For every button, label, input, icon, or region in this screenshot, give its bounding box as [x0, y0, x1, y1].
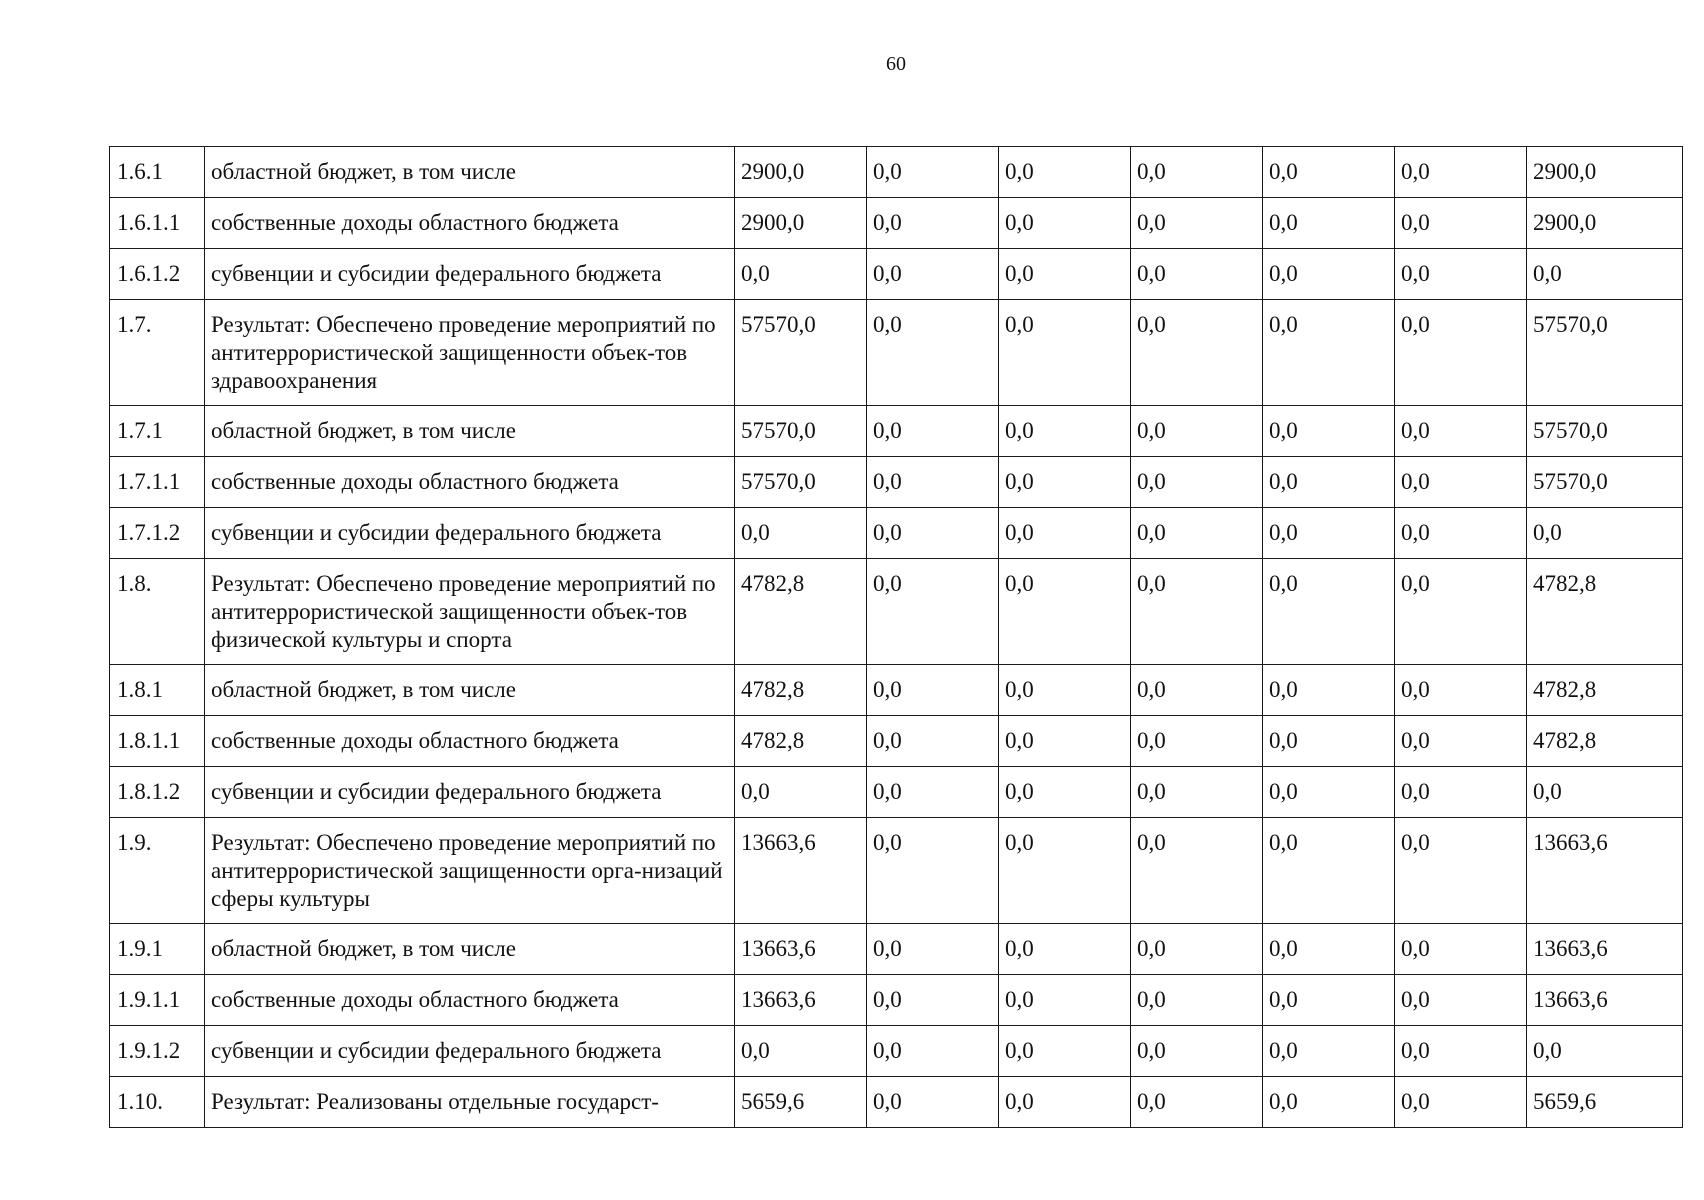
row-value: 0,0	[1131, 975, 1263, 1026]
row-code: 1.9.1.1	[110, 975, 205, 1026]
row-value: 0,0	[999, 300, 1131, 406]
row-value: 0,0	[1263, 559, 1395, 665]
row-total-value: 13663,6	[1527, 975, 1683, 1026]
row-value: 0,0	[1263, 1026, 1395, 1077]
budget-table	[109, 146, 1683, 1128]
row-code: 1.9.1	[110, 924, 205, 975]
table-row	[110, 198, 1683, 249]
row-value: 57570,0	[735, 457, 867, 508]
row-value: 0,0	[867, 818, 999, 924]
row-value: 13663,6	[735, 818, 867, 924]
table-row	[110, 559, 1683, 665]
row-value: 0,0	[1263, 924, 1395, 975]
row-value: 0,0	[867, 300, 999, 406]
row-value: 0,0	[1395, 198, 1527, 249]
table-row	[110, 249, 1683, 300]
row-description: собственные доходы областного бюджета	[205, 975, 735, 1026]
row-value: 0,0	[999, 665, 1131, 716]
row-value: 0,0	[867, 249, 999, 300]
row-value: 13663,6	[735, 924, 867, 975]
table-row	[110, 975, 1683, 1026]
row-code: 1.7.1	[110, 406, 205, 457]
row-value: 0,0	[999, 818, 1131, 924]
row-value: 4782,8	[735, 716, 867, 767]
row-value: 13663,6	[735, 975, 867, 1026]
row-description: областной бюджет, в том числе	[205, 924, 735, 975]
row-value: 2900,0	[735, 147, 867, 198]
table-row	[110, 818, 1683, 924]
row-value: 0,0	[999, 716, 1131, 767]
row-value: 0,0	[867, 716, 999, 767]
row-value: 0,0	[867, 1026, 999, 1077]
row-code: 1.9.	[110, 818, 205, 924]
row-value: 0,0	[1263, 406, 1395, 457]
row-value: 4782,8	[735, 559, 867, 665]
row-total-value: 13663,6	[1527, 924, 1683, 975]
row-code: 1.7.	[110, 300, 205, 406]
table-row	[110, 924, 1683, 975]
row-total-value: 57570,0	[1527, 457, 1683, 508]
row-value: 0,0	[1263, 975, 1395, 1026]
row-value: 0,0	[735, 508, 867, 559]
row-value: 0,0	[1263, 1077, 1395, 1128]
row-total-value: 0,0	[1527, 767, 1683, 818]
row-code: 1.9.1.2	[110, 1026, 205, 1077]
row-value: 0,0	[999, 924, 1131, 975]
row-value: 0,0	[867, 1077, 999, 1128]
row-value: 0,0	[1395, 767, 1527, 818]
row-value: 0,0	[867, 198, 999, 249]
row-value: 0,0	[867, 147, 999, 198]
row-value: 0,0	[867, 665, 999, 716]
row-value: 0,0	[1395, 716, 1527, 767]
row-code: 1.8.1.1	[110, 716, 205, 767]
row-description: собственные доходы областного бюджета	[205, 457, 735, 508]
row-value: 0,0	[999, 767, 1131, 818]
row-description: субвенции и субсидии федерального бюджета	[205, 249, 735, 300]
row-value: 0,0	[1263, 716, 1395, 767]
table-row	[110, 508, 1683, 559]
row-description: Результат: Обеспечено проведение мероприятий по антитеррористической защищенности орга-низаций сферы культуры	[205, 818, 735, 924]
row-description: собственные доходы областного бюджета	[205, 198, 735, 249]
row-value: 0,0	[999, 198, 1131, 249]
table-row	[110, 767, 1683, 818]
row-code: 1.10.	[110, 1077, 205, 1128]
row-code: 1.7.1.2	[110, 508, 205, 559]
row-value: 0,0	[735, 249, 867, 300]
row-value: 0,0	[1395, 406, 1527, 457]
row-value: 0,0	[867, 975, 999, 1026]
row-value: 0,0	[1131, 1077, 1263, 1128]
row-value: 0,0	[1263, 249, 1395, 300]
row-code: 1.8.1.2	[110, 767, 205, 818]
row-value: 0,0	[1395, 1026, 1527, 1077]
row-value: 0,0	[1131, 1026, 1263, 1077]
row-value: 0,0	[1131, 406, 1263, 457]
row-value: 0,0	[735, 1026, 867, 1077]
row-value: 0,0	[999, 457, 1131, 508]
row-value: 0,0	[1263, 300, 1395, 406]
row-value: 0,0	[1131, 508, 1263, 559]
row-code: 1.6.1	[110, 147, 205, 198]
row-value: 2900,0	[735, 198, 867, 249]
row-value: 0,0	[1263, 147, 1395, 198]
row-total-value: 5659,6	[1527, 1077, 1683, 1128]
row-total-value: 2900,0	[1527, 147, 1683, 198]
row-total-value: 13663,6	[1527, 818, 1683, 924]
row-value: 5659,6	[735, 1077, 867, 1128]
table-row	[110, 147, 1683, 198]
row-value: 0,0	[867, 767, 999, 818]
row-value: 0,0	[1131, 198, 1263, 249]
row-value: 0,0	[1395, 665, 1527, 716]
row-value: 0,0	[1131, 457, 1263, 508]
row-value: 0,0	[1131, 249, 1263, 300]
row-value: 0,0	[867, 406, 999, 457]
row-total-value: 4782,8	[1527, 665, 1683, 716]
row-value: 0,0	[1395, 457, 1527, 508]
row-value: 0,0	[999, 559, 1131, 665]
row-description: субвенции и субсидии федерального бюджета	[205, 508, 735, 559]
row-value: 0,0	[1395, 559, 1527, 665]
row-value: 0,0	[1263, 665, 1395, 716]
row-value: 0,0	[1131, 767, 1263, 818]
row-value: 0,0	[1395, 147, 1527, 198]
row-value: 0,0	[735, 767, 867, 818]
table-row	[110, 716, 1683, 767]
row-value: 0,0	[1131, 147, 1263, 198]
row-value: 57570,0	[735, 406, 867, 457]
row-value: 0,0	[1395, 1077, 1527, 1128]
table-body	[110, 147, 1683, 1128]
row-value: 0,0	[1131, 300, 1263, 406]
row-value: 0,0	[1263, 818, 1395, 924]
row-description: Результат: Реализованы отдельные государст-	[205, 1077, 735, 1128]
row-total-value: 2900,0	[1527, 198, 1683, 249]
row-value: 0,0	[1395, 924, 1527, 975]
table-row	[110, 457, 1683, 508]
row-value: 0,0	[1263, 198, 1395, 249]
table-row	[110, 1026, 1683, 1077]
row-total-value: 0,0	[1527, 1026, 1683, 1077]
page-number: 60	[886, 53, 906, 75]
row-value: 4782,8	[735, 665, 867, 716]
row-description: Результат: Обеспечено проведение мероприятий по антитеррористической защищенности объек-тов здравоохранения	[205, 300, 735, 406]
row-value: 0,0	[999, 249, 1131, 300]
row-total-value: 57570,0	[1527, 300, 1683, 406]
row-value: 0,0	[1395, 300, 1527, 406]
row-description: субвенции и субсидии федерального бюджета	[205, 767, 735, 818]
row-value: 0,0	[1263, 457, 1395, 508]
row-value: 0,0	[867, 508, 999, 559]
row-code: 1.7.1.1	[110, 457, 205, 508]
row-description: областной бюджет, в том числе	[205, 147, 735, 198]
row-value: 0,0	[999, 406, 1131, 457]
row-value: 0,0	[1131, 559, 1263, 665]
row-value: 0,0	[1131, 665, 1263, 716]
row-value: 0,0	[999, 1026, 1131, 1077]
row-value: 0,0	[1131, 818, 1263, 924]
table-row	[110, 1077, 1683, 1128]
row-description: субвенции и субсидии федерального бюджета	[205, 1026, 735, 1077]
row-code: 1.6.1.1	[110, 198, 205, 249]
row-description: Результат: Обеспечено проведение мероприятий по антитеррористической защищенности объек-тов физической культуры и спорта	[205, 559, 735, 665]
row-value: 0,0	[867, 559, 999, 665]
row-total-value: 57570,0	[1527, 406, 1683, 457]
row-value: 0,0	[1395, 249, 1527, 300]
table-row	[110, 300, 1683, 406]
row-value: 0,0	[999, 147, 1131, 198]
row-description: областной бюджет, в том числе	[205, 665, 735, 716]
row-value: 0,0	[999, 975, 1131, 1026]
row-description: собственные доходы областного бюджета	[205, 716, 735, 767]
row-value: 0,0	[999, 508, 1131, 559]
row-code: 1.8.1	[110, 665, 205, 716]
row-value: 57570,0	[735, 300, 867, 406]
row-total-value: 0,0	[1527, 249, 1683, 300]
row-total-value: 4782,8	[1527, 716, 1683, 767]
row-value: 0,0	[867, 924, 999, 975]
row-value: 0,0	[999, 1077, 1131, 1128]
row-value: 0,0	[1395, 508, 1527, 559]
row-value: 0,0	[1263, 767, 1395, 818]
row-value: 0,0	[1263, 508, 1395, 559]
table-row	[110, 406, 1683, 457]
table-row	[110, 665, 1683, 716]
row-value: 0,0	[1131, 716, 1263, 767]
row-value: 0,0	[1395, 818, 1527, 924]
row-code: 1.6.1.2	[110, 249, 205, 300]
row-value: 0,0	[1395, 975, 1527, 1026]
row-total-value: 4782,8	[1527, 559, 1683, 665]
row-code: 1.8.	[110, 559, 205, 665]
row-value: 0,0	[1131, 924, 1263, 975]
row-total-value: 0,0	[1527, 508, 1683, 559]
row-value: 0,0	[867, 457, 999, 508]
row-description: областной бюджет, в том числе	[205, 406, 735, 457]
